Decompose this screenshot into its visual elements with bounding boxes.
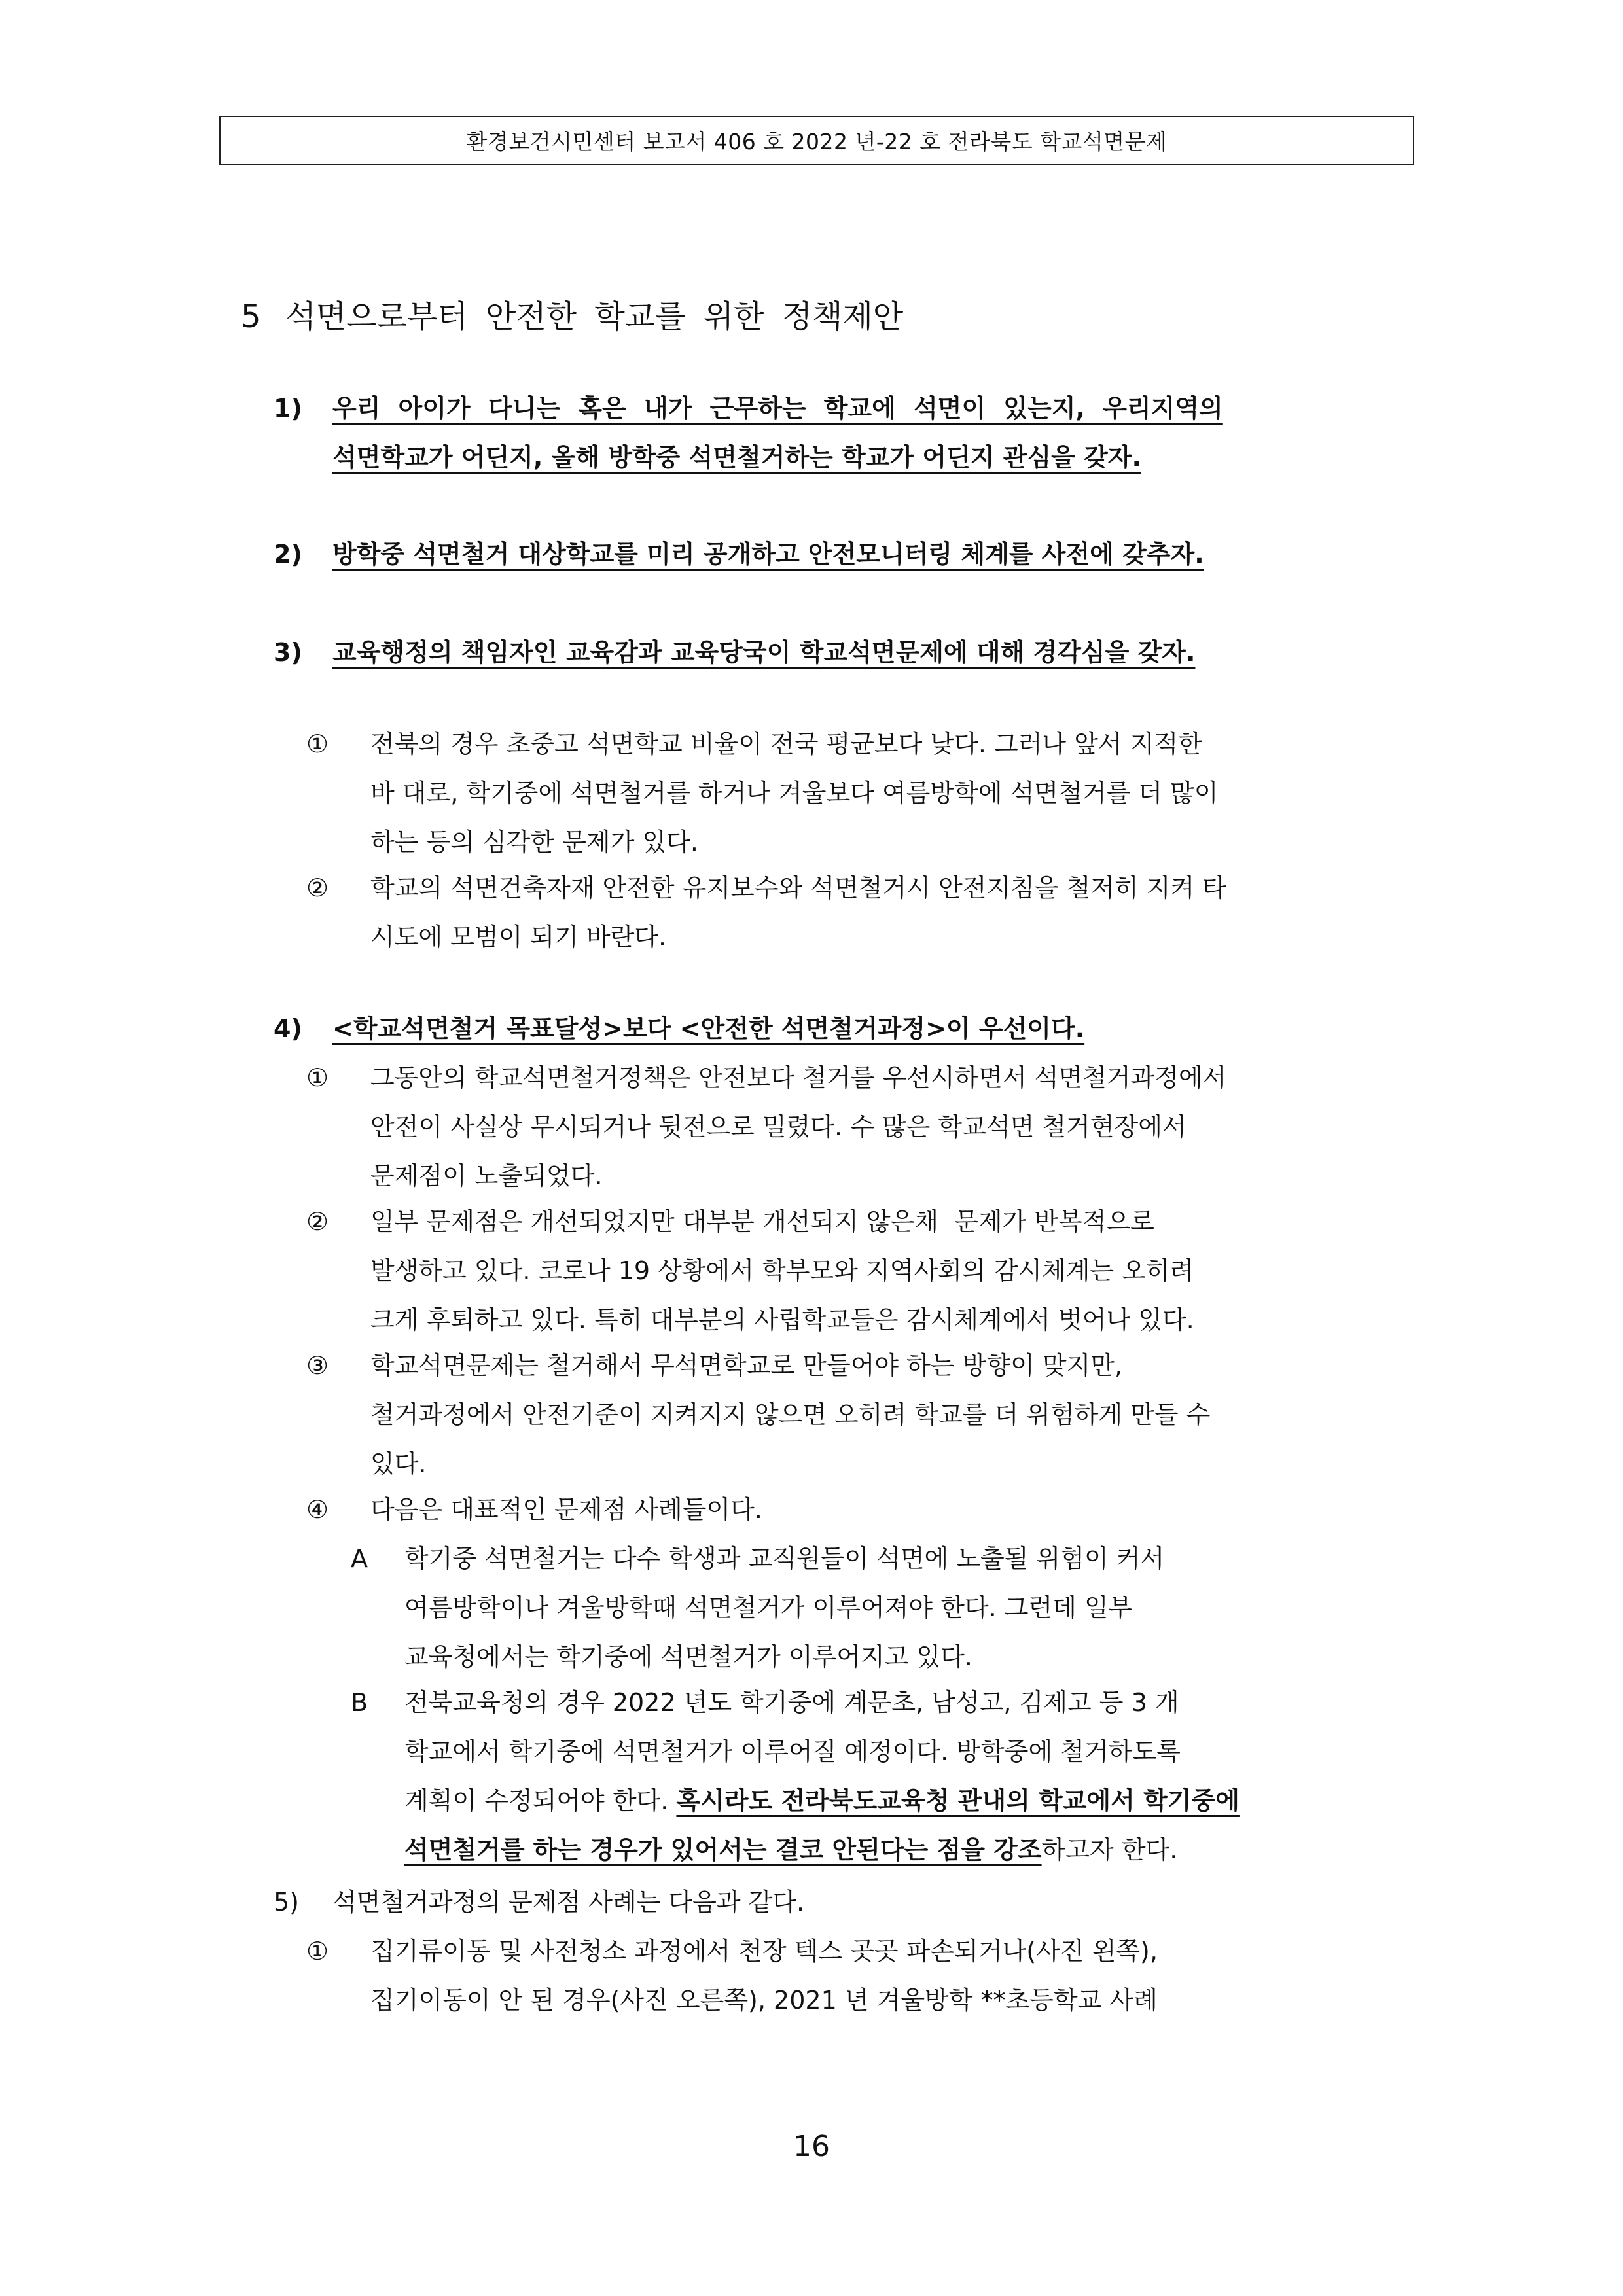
case-line: [404, 1776, 1412, 1826]
case-line: 전북교육청의 경우 2022 년도 학기중에 계문초, 남성고, 김제고 등 3 개: [404, 1688, 1179, 1717]
section-number: 5: [241, 298, 261, 335]
sub-item-line: 시도에 모범이 되기 바란다.: [370, 923, 667, 951]
proposal-item-5: [274, 1878, 804, 1927]
sub-item: [306, 1197, 1444, 1345]
sub-item-line: 집기이동이 안 된 경우(사진 오른쪽), 2021 년 겨울방학 **초등학교 사례: [370, 1986, 1158, 2015]
item-text: 교육행정의 책임자인 교육감과 교육당국이 학교석면문제에 대해 경각심을 갖자.: [332, 638, 1196, 667]
report-header-title: 환경보건시민센터 보고서 406 호 2022 년-22 호 전라북도 학교석면문제: [466, 129, 1168, 154]
sub-item: [306, 720, 1444, 867]
sub-item-marker: ②: [306, 874, 329, 902]
case-line: 학교에서 학기중에 석면철거가 이루어질 예정이다. 방학중에 철거하도록: [404, 1737, 1181, 1766]
case-item-b: [351, 1678, 1412, 1875]
sub-item-line: 바 대로, 학기중에 석면철거를 하거나 겨울보다 여름방학에 석면철거를 더 많이: [370, 779, 1219, 807]
sub-item-line: 발생하고 있다. 코로나 19 상황에서 학부모와 지역사회의 감시체계는 오히려: [370, 1256, 1194, 1285]
item-text: 방학중 석면철거 대상학교를 미리 공개하고 안전모니터링 체계를 사전에 갖추자.: [332, 540, 1204, 569]
sub-item-line: 있다.: [370, 1449, 427, 1478]
case-line: [404, 1826, 1412, 1875]
sub-item-line: 학교석면문제는 철거해서 무석면학교로 만들어야 하는 방향이 맞지만,: [370, 1351, 1123, 1380]
emphasis-text: 혹시라도 전라북도교육청 관내의 학교에서 학기중에: [676, 1786, 1240, 1815]
sub-item-line: 일부 문제점은 개선되었지만 대부분 개선되지 않은채 문제가 반복적으로: [370, 1207, 1154, 1236]
sub-item-line: 다음은 대표적인 문제점 사례들이다.: [370, 1495, 762, 1524]
sub-item-line: 안전이 사실상 무시되거나 뒷전으로 밀렸다. 수 많은 학교석면 철거현장에서: [370, 1112, 1186, 1141]
sub-item-line: 전북의 경우 초중고 석면학교 비율이 전국 평균보다 낮다. 그러나 앞서 지적한: [370, 730, 1202, 758]
sub-item-marker: ③: [306, 1351, 329, 1380]
item-number: 5): [274, 1888, 300, 1916]
emphasis-text: 석면철거를 하는 경우가 있어서는 결코 안된다는 점을 강조: [404, 1835, 1042, 1864]
proposal-item-3: [274, 628, 1412, 677]
sub-item-line: 그동안의 학교석면철거정책은 안전보다 철거를 우선시하면서 석면철거과정에서: [370, 1063, 1227, 1092]
sub-item-marker: ①: [306, 730, 329, 758]
proposal-item-2: [274, 530, 1412, 579]
section-heading: [241, 291, 903, 336]
item-number: 3): [274, 638, 302, 667]
case-line: 교육청에서는 학기중에 석면철거가 이루어지고 있다.: [404, 1642, 972, 1671]
case-item-a: [351, 1534, 1386, 1682]
item-number: 4): [274, 1014, 302, 1043]
sub-item: [306, 1053, 1444, 1201]
section-title: 석면으로부터 안전한 학교를 위한 정책제안: [285, 298, 904, 335]
page-number: 16: [793, 2130, 830, 2163]
sub-item-marker: ④: [306, 1495, 329, 1524]
item-line: 우리 아이가 다니는 혹은 내가 근무하는 학교에 석면이 있는지, 우리지역의: [332, 394, 1223, 423]
case-line: 학기중 석면철거는 다수 학생과 교직원들이 석면에 노출될 위험이 커서: [404, 1544, 1165, 1573]
sub-item: [306, 1341, 1444, 1489]
proposal-item-4: [274, 1004, 1412, 1053]
item-text: <학교석면철거 목표달성>보다 <안전한 석면철거과정>이 우선이다.: [332, 1014, 1085, 1043]
sub-item-line: 크게 후퇴하고 있다. 특히 대부분의 사립학교들은 감시체계에서 벗어나 있다.: [370, 1305, 1194, 1334]
item-line: 석면학교가 어딘지, 올해 방학중 석면철거하는 학교가 어딘지 관심을 갖자.: [332, 443, 1141, 472]
sub-item-line: 문제점이 노출되었다.: [370, 1161, 603, 1190]
case-line: 여름방학이나 겨울방학때 석면철거가 이루어져야 한다. 그런데 일부: [404, 1593, 1133, 1622]
case-line-plain: 하고자 한다.: [1041, 1835, 1178, 1864]
item-text: 석면철거과정의 문제점 사례는 다음과 같다.: [332, 1888, 805, 1916]
sub-item-line: 하는 등의 심각한 문제가 있다.: [370, 828, 698, 857]
sub-item-marker: ①: [306, 1063, 329, 1092]
sub-item: [306, 864, 1444, 962]
item-number: 1): [274, 394, 302, 423]
case-marker: A: [351, 1544, 368, 1573]
proposal-item-1: [274, 384, 1412, 482]
sub-item-line: 학교의 석면건축자재 안전한 유지보수와 석면철거시 안전지침을 철저히 지켜 타: [370, 874, 1227, 902]
case-marker: B: [351, 1688, 368, 1717]
report-header: [219, 116, 1414, 165]
case-line-plain: 계획이 수정되어야 한다.: [404, 1786, 677, 1815]
item-text: [332, 384, 1412, 482]
sub-item: [306, 1927, 1444, 2025]
sub-item-line: 집기류이동 및 사전청소 과정에서 천장 텍스 곳곳 파손되거나(사진 왼쪽),: [370, 1937, 1158, 1966]
item-number: 2): [274, 540, 302, 569]
sub-item-marker: ①: [306, 1937, 329, 1966]
sub-item-line: 철거과정에서 안전기준이 지켜지지 않으면 오히려 학교를 더 위험하게 만들 수: [370, 1400, 1211, 1429]
sub-item-marker: ②: [306, 1207, 329, 1236]
sub-item: [306, 1485, 1444, 1534]
